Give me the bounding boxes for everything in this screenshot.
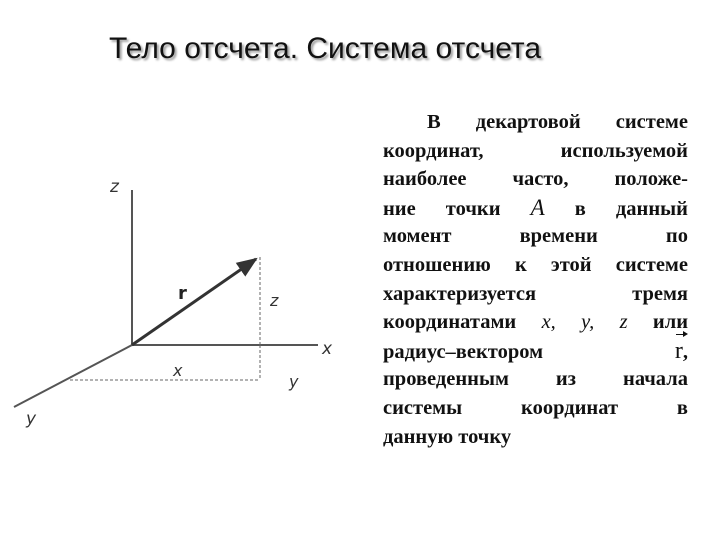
proj-z-label: z bbox=[270, 291, 279, 310]
axis-y-label: y bbox=[26, 409, 37, 429]
text-line: данную точку bbox=[383, 425, 512, 448]
x-symbol: x, bbox=[541, 311, 556, 334]
vector-r-label: r bbox=[178, 283, 187, 304]
proj-y-label: y bbox=[289, 372, 299, 391]
radius-vector-arrow bbox=[132, 259, 256, 345]
text-fragment: ние точки bbox=[383, 197, 501, 220]
proj-x-label: x bbox=[173, 361, 183, 380]
axis-x-label: x bbox=[322, 339, 333, 359]
axis-z-label: z bbox=[110, 177, 119, 197]
text-line: координат, используемой bbox=[383, 139, 688, 162]
text-line: момент времени по bbox=[383, 225, 688, 248]
text-line bbox=[383, 337, 688, 366]
z-symbol: z bbox=[619, 311, 628, 334]
text-line: В декартовой системе bbox=[427, 111, 688, 133]
text-line: проведенным из начала bbox=[383, 368, 688, 391]
text-fragment: радиус–вектором bbox=[383, 340, 544, 363]
text-line bbox=[383, 308, 688, 337]
slide-title: Тело отсчета. Система отсчета bbox=[109, 32, 542, 65]
comma: , bbox=[682, 340, 688, 363]
text-fragment: координатами bbox=[383, 311, 517, 334]
text-fragment: в данный bbox=[574, 197, 688, 220]
text-line: системы координат в bbox=[383, 396, 688, 419]
y-symbol: y, bbox=[581, 311, 595, 334]
text-line: характеризуется тремя bbox=[383, 282, 688, 305]
text-line: отношению к этой системе bbox=[383, 253, 688, 276]
point-a-symbol: A bbox=[530, 194, 545, 220]
text-fragment: или bbox=[652, 311, 689, 334]
text-line bbox=[383, 194, 688, 223]
r-vector-group bbox=[674, 337, 688, 364]
description-text bbox=[383, 108, 688, 451]
r-vector-symbol: r bbox=[674, 337, 683, 364]
text-line: наиболее часто, положе- bbox=[383, 168, 688, 191]
y-axis bbox=[14, 345, 132, 407]
